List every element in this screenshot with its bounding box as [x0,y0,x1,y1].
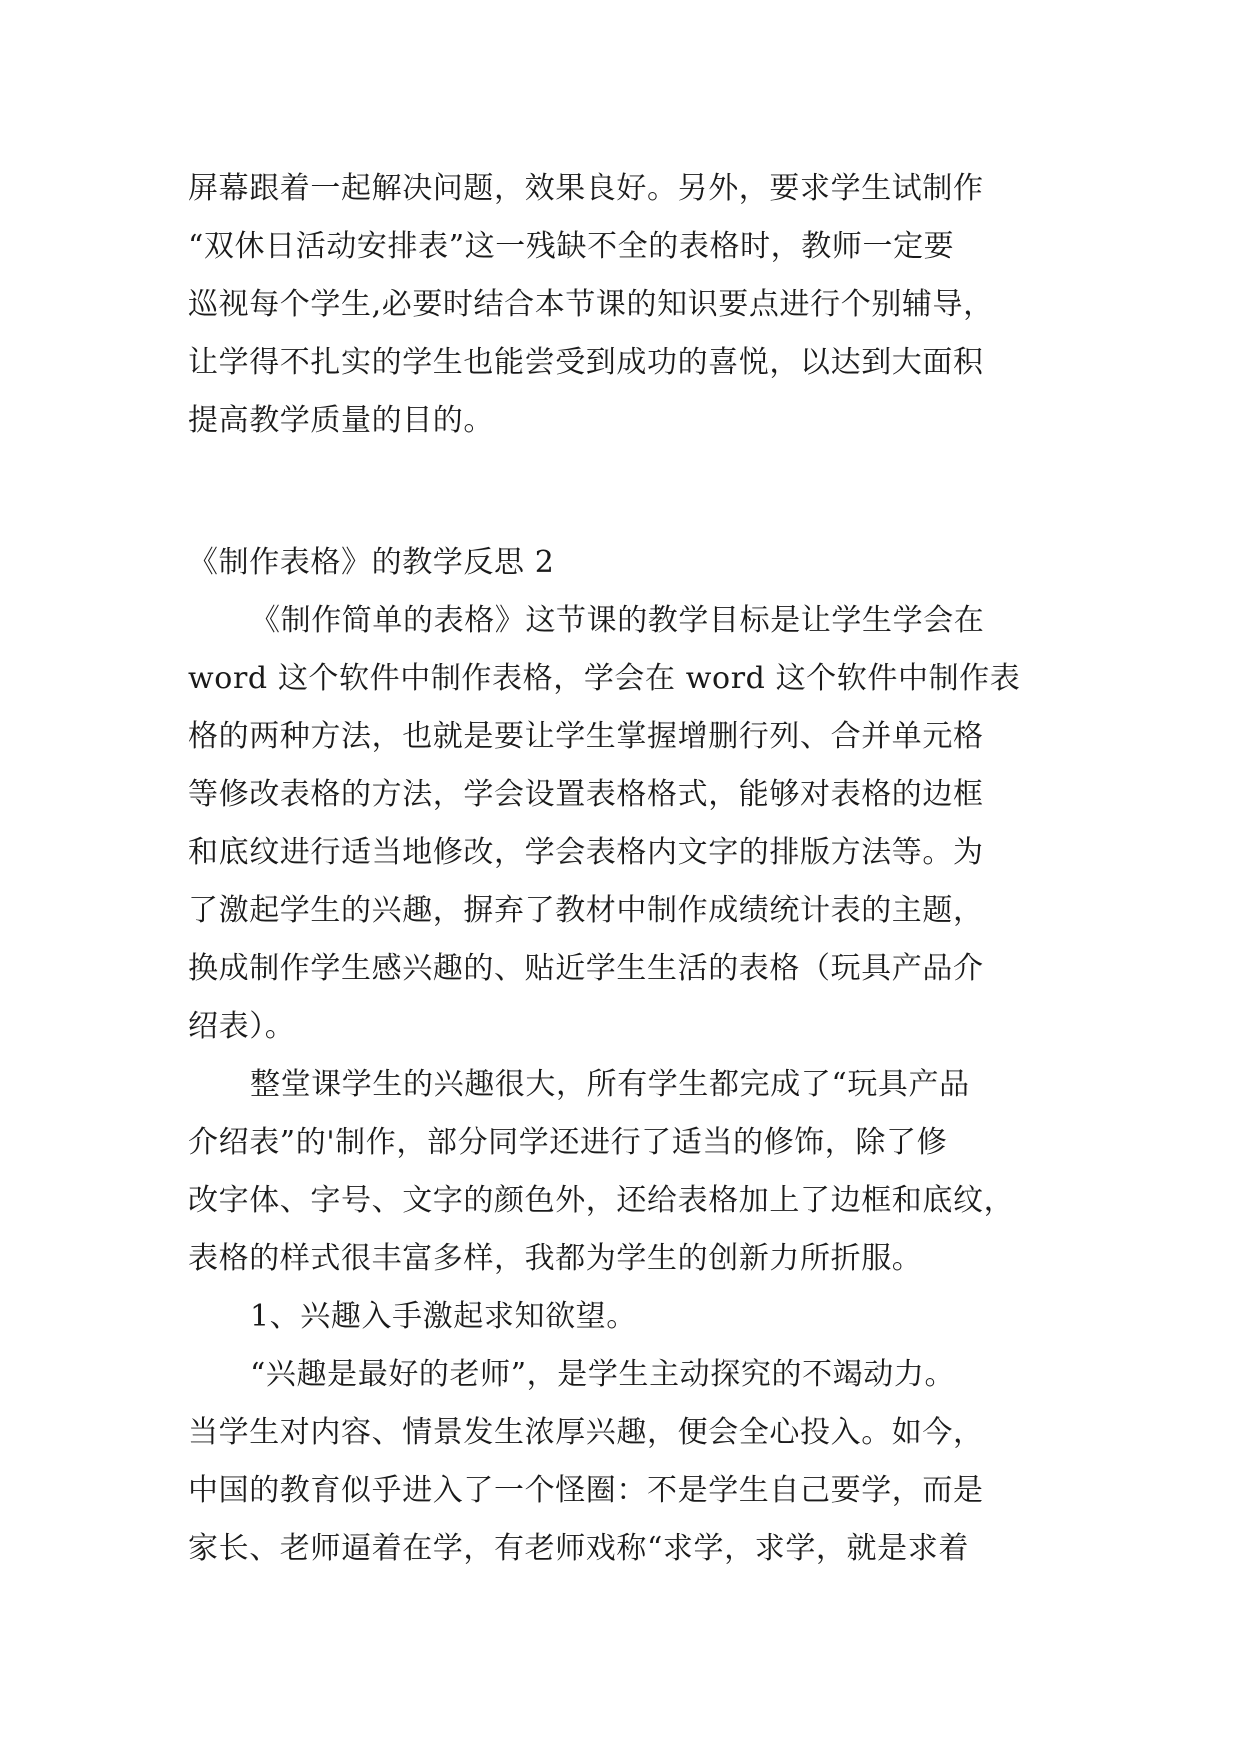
text-line: 绍表）。 [188,1009,296,1044]
text-line: 换成制作学生感兴趣的、贴近学生生活的表格（玩具产品介 [188,951,984,986]
text-line: 家长、老师逼着在学，有老师戏称“求学，求学，就是求着 [188,1531,969,1566]
text-line: 巡视每个学生,必要时结合本节课的知识要点进行个别辅导， [188,287,994,322]
text-line: 屏幕跟着一起解决问题，效果良好。另外，要求学生试制作 [188,171,984,206]
text-line: 让学得不扎实的学生也能尝受到成功的喜悦，以达到大面积 [188,345,984,380]
paragraph-gap [188,450,1083,534]
section-title: 《制作表格》的教学反思 2 [188,545,555,580]
text-line: 整堂课学生的兴趣很大，所有学生都完成了“玩具产品 [250,1067,970,1102]
text-line: “兴趣是最好的老师”，是学生主动探究的不竭动力。 [250,1357,956,1392]
text-line: 《制作简单的表格》这节课的教学目标是让学生学会在 [250,603,985,638]
text-line: 格的两种方法，也就是要让学生掌握增删行列、合并单元格 [188,719,984,754]
text-line: “双休日活动安排表”这一残缺不全的表格时，教师一定要 [188,229,955,264]
document-body [188,160,1083,1578]
list-item-heading: 1、兴趣入手激起求知欲望。 [250,1299,637,1334]
text-line: 中国的教育似乎进入了一个怪圈：不是学生自己要学，而是 [188,1473,984,1508]
text-line: 当学生对内容、情景发生浓厚兴趣，便会全心投入。如今， [188,1415,984,1450]
text-line: 提高教学质量的目的。 [188,403,494,438]
text-line: 表格的样式很丰富多样，我都为学生的创新力所折服。 [188,1241,923,1276]
text-line: 和底纹进行适当地修改，学会表格内文字的排版方法等。为 [188,835,984,870]
text-line: 了激起学生的兴趣，摒弃了教材中制作成绩统计表的主题， [188,893,984,928]
text-line: 改字体、字号、文字的颜色外，还给表格加上了边框和底纹， [188,1183,1015,1218]
text-line: 介绍表”的'制作，部分同学还进行了适当的修饰，除了修 [188,1125,948,1160]
text-line: 等修改表格的方法，学会设置表格格式，能够对表格的边框 [188,777,984,812]
text-line: word 这个软件中制作表格，学会在 word 这个软件中制作表 [188,661,1021,696]
